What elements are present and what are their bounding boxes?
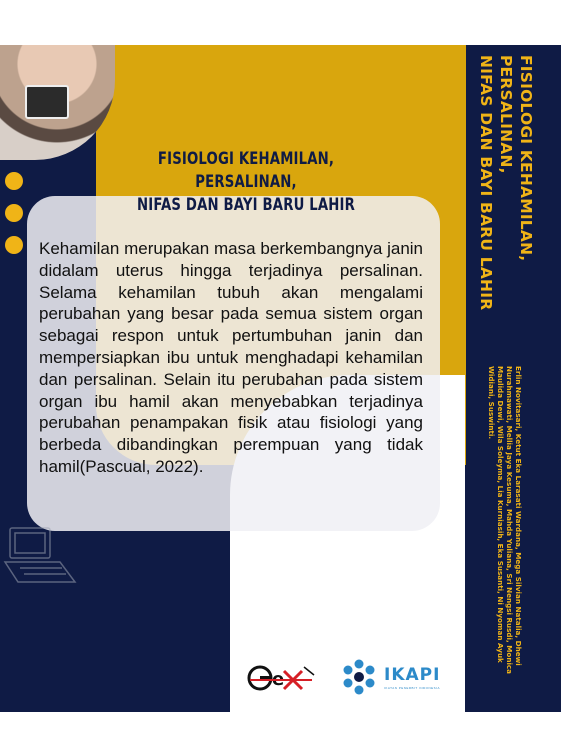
- ultrasound-image: [25, 85, 69, 119]
- cover-description: Kehamilan merupakan masa berkembangnya janin didalam uterus hingga terjadinya persalinan. Selama kehamilan tubuh akan mengalami perubahan yang besar pada semua sistem organ sebagai respon untuk pertumbuhan janin dan mempersiapkan ibu untuk menghadapi kehamilan dan persalinan. Selain itu perubahan pada sistem organ ibu hamil akan menyebabkan terjadinya perubahan penampakan fisik atau fisiologi yang berbeda dibandingkan perempuan yang tidak hamil(Pascual, 2022).: [39, 239, 423, 476]
- ikapi-emblem-icon: [340, 658, 378, 696]
- ikapi-subtitle: IKATAN PENERBIT INDONESIA: [384, 685, 441, 690]
- ikapi-logo: [340, 658, 440, 696]
- laptop-icon: [0, 520, 90, 600]
- cover-title: FISIOLOGI KEHAMILAN, PERSALINAN, NIFAS DAN BAYI BARU LAHIR: [136, 149, 356, 215]
- decorative-dot: [5, 236, 23, 254]
- spine-authors: Erlin Novitasari, Ketut Eka Larasati Wardana, Mega Silvian Natalia, Dhewi Nurahmawati, Mellia Jaya Kesuma, Mahda Yuliana, Sri Nengsi Rusdi, Monica Maulida Dewi, Wila Soleyma, Lia Kurniasih, Eka Susanti, Ni Nyoman Ayuk Widiani, Suswinti.: [487, 366, 523, 675]
- ikapi-name: IKAPI: [384, 664, 441, 685]
- decorative-dot: [5, 172, 23, 190]
- decorative-dot: [5, 204, 23, 222]
- publisher-logo: [246, 663, 318, 693]
- spine-title: FISIOLOGI KEHAMILAN, PERSALINAN, NIFAS DAN BAYI BARU LAHIR: [477, 55, 535, 311]
- svg-text:e: e: [272, 669, 285, 690]
